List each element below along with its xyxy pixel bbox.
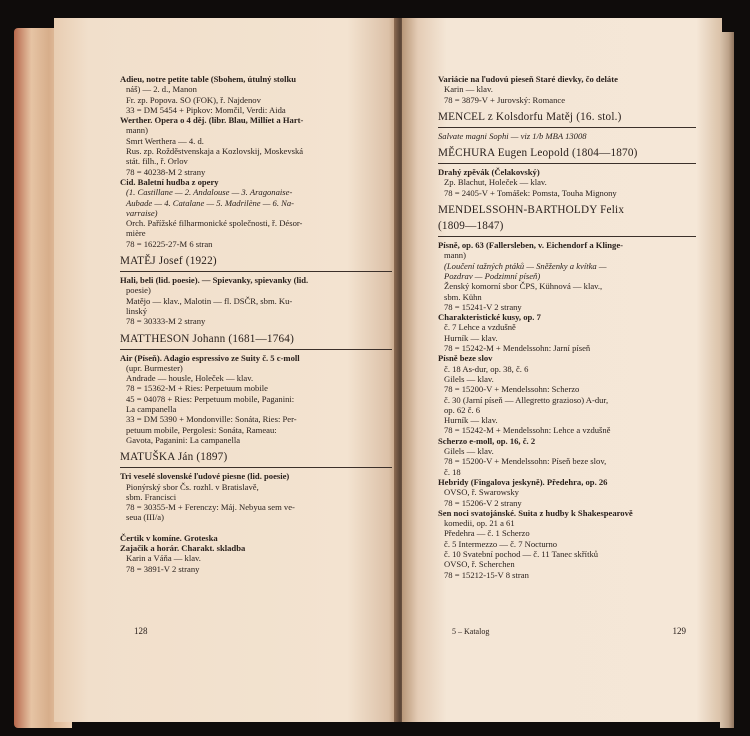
catalog-entry xyxy=(120,115,392,177)
entry-detail-line: Gilels — klav. xyxy=(444,446,494,457)
entry-detail-line: 33 = DM 5390 + Mondonville: Sonáta, Ries: Per- xyxy=(126,414,297,425)
entry-detail-line: č. 18 xyxy=(444,466,461,477)
heading-rule xyxy=(120,271,392,272)
entry-detail-line: komedii, op. 21 a 61 xyxy=(444,518,515,529)
entry-detail-line: 78 = 15200-V + Mendelssohn: Píseň beze slov, xyxy=(444,456,607,467)
heading-rule xyxy=(438,163,696,164)
entry-detail-line: mann) xyxy=(126,125,148,136)
entry-detail-line: Hurník — klav. xyxy=(444,332,498,343)
catalog-entry xyxy=(438,131,696,141)
catalog-entry xyxy=(438,240,696,312)
spacer xyxy=(120,523,392,533)
entry-detail-line: Hurník — klav. xyxy=(444,415,498,426)
entry-detail-line: sbm. Kühn xyxy=(444,291,482,302)
entry-detail-line: Karin — klav. xyxy=(444,84,493,95)
composer-heading: MATUŠKA Ján (1897) xyxy=(120,451,228,464)
composer-heading: MATĚJ Josef (1922) xyxy=(120,255,217,268)
entry-detail-line: 78 = 15362-M + Ries: Perpetuum mobile xyxy=(126,383,268,394)
heading-rule xyxy=(120,467,392,468)
right-page xyxy=(402,18,722,722)
entry-detail-line: stát. filh., ř. Orlov xyxy=(126,156,188,167)
entry-detail-line: (1. Castillane — 2. Andalouse — 3. Aragonaise- xyxy=(126,187,293,198)
entry-detail-line: 78 = 40238-M 2 strany xyxy=(126,166,206,177)
entry-detail-line: (upr. Burmester) xyxy=(126,362,183,373)
entry-title: Drahý zpěvák (Čelakovský) xyxy=(438,167,540,178)
entry-title: Písně, op. 63 (Fallersleben, v. Eichendorf a Klinge- xyxy=(438,240,624,251)
entry-detail-line: Aubade — 4. Catalane — 5. Madrilène — 6. Na- xyxy=(126,197,295,208)
entry-detail-line: Zp. Blachut, Holeček — klav. xyxy=(444,177,547,188)
catalog-entry xyxy=(438,167,696,198)
entry-detail-line: Gilels — klav. xyxy=(444,373,494,384)
right-page-number: 129 xyxy=(672,626,686,636)
entry-detail-line: 78 = 2405-V + Tomášek: Pomsta, Touha Mignony xyxy=(444,187,617,198)
entry-detail-line: Orch. Pařížské filharmonické společnosti, ř. Désor- xyxy=(126,218,303,229)
right-page-text xyxy=(438,74,696,580)
entry-title: Hali, beli (lid. poesie). — Spievanky, spievanky (lid. xyxy=(120,275,309,286)
entry-detail-line: OVSO, ř. Scherchen xyxy=(444,559,515,570)
entry-detail-line: 78 = 15200-V + Mendelssohn: Scherzo xyxy=(444,384,580,395)
catalog-entry xyxy=(120,471,392,522)
entry-detail-line: 78 = 30355-M + Ferenczy: Máj. Nebyua sem ve- xyxy=(126,502,295,513)
entry-title: Sen noci svatojánské. Suita z hudby k Shakespearově xyxy=(438,507,633,518)
entry-detail-line: č. 30 (Jarní píseň — Allegretto grazioso) A-dur, xyxy=(444,394,609,405)
catalog-entry xyxy=(438,477,696,508)
heading-rule xyxy=(120,349,392,350)
entry-title: Air (Píseň). Adagio espressivo ze Suity č. 5 c-moll xyxy=(120,352,300,363)
entry-detail-line: č. 10 Svatební pochod — č. 11 Tanec skřítků xyxy=(444,548,599,559)
entry-detail-line: 78 = 3891-V 2 strany xyxy=(126,563,200,574)
entry-title: Salvate magni Sophi — viz 1/b MBA 13008 xyxy=(438,130,587,141)
entry-detail-line: č. 7 Lehce a vzdušně xyxy=(444,322,516,333)
entry-detail-line: 78 = 16225-27-M 6 stran xyxy=(126,238,213,249)
entry-title: Variácie na ľudovú pieseň Staré dievky, čo deláte xyxy=(438,74,618,84)
catalog-entry xyxy=(120,543,392,574)
entry-detail-line: OVSO, ř. Swarowsky xyxy=(444,487,519,498)
entry-detail-line: 78 = 15242-M + Mendelssohn: Lehce a vzdušně xyxy=(444,425,611,436)
catalog-entry xyxy=(120,533,392,543)
catalog-entry xyxy=(438,74,696,105)
entry-detail-line: sbm. Francisci xyxy=(126,491,177,502)
entry-detail-line: Andrade — housle, Holeček — klav. xyxy=(126,373,254,384)
catalog-entry xyxy=(120,353,392,446)
entry-detail-line: 78 = 15212-15-V 8 stran xyxy=(444,569,529,580)
entry-title: Scherzo e-moll, op. 16, č. 2 xyxy=(438,435,536,446)
entry-detail-line: varraise) xyxy=(126,207,158,218)
left-page-number: 128 xyxy=(134,626,148,636)
composer-heading: MENCEL z Kolsdorfu Matěj (16. stol.) xyxy=(438,110,622,123)
entry-title: Písně beze slov xyxy=(438,353,493,364)
catalog-entry xyxy=(438,312,696,353)
entry-detail-line: linský xyxy=(126,305,148,316)
entry-detail-line: 45 = 04078 + Ries: Perpetuum mobile, Paganini: xyxy=(126,393,295,404)
entry-detail-line: seua (III/a) xyxy=(126,512,164,523)
entry-detail-line: Smrt Werthera — 4. d. xyxy=(126,135,204,146)
catalog-entry xyxy=(438,353,696,435)
heading-rule xyxy=(438,236,696,237)
entry-detail-line: Pozdrav — Podzimní píseň) xyxy=(444,270,541,281)
entry-detail-line: 78 = 3879-V + Jurovský: Romance xyxy=(444,94,566,105)
entry-title: Werther. Opera o 4 děj. (libr. Blau, Millíet a Hart- xyxy=(120,115,304,126)
catalog-entry xyxy=(120,177,392,249)
entry-detail-line: náš) — 2. d., Manon xyxy=(126,84,197,95)
entry-detail-line: č. 18 As-dur, op. 38, č. 6 xyxy=(444,363,529,374)
entry-detail-line: petuum mobile, Pergolesi: Sonáta, Rameau: xyxy=(126,424,277,435)
open-book xyxy=(14,18,738,730)
entry-detail-line: Ženský komorní sbor ČPS, Kühnová — klav., xyxy=(444,281,603,292)
composer-heading: MĚCHURA Eugen Leopold (1804—1870) xyxy=(438,147,638,160)
entry-detail-line: Pionýrský sbor Čs. rozhl. v Bratislavě, xyxy=(126,481,259,492)
entry-detail-line: Matějo — klav., Malotin — fl. DSČR, sbm. Ku- xyxy=(126,295,293,306)
entry-detail-line: č. 5 Intermezzo — č. 7 Nocturno xyxy=(444,538,558,549)
catalog-entry xyxy=(438,508,696,580)
entry-detail-line: Fr. zp. Popova. SO (FOK), ř. Najdenov xyxy=(126,94,261,105)
entry-detail-line: 78 = 15206-V 2 strany xyxy=(444,497,522,508)
entry-detail-line: 78 = 15241-V 2 strany xyxy=(444,301,522,312)
entry-title: Cid. Baletní hudba z opery xyxy=(120,176,219,187)
entry-detail-line: La campanella xyxy=(126,404,177,415)
page-edges-right xyxy=(720,32,734,728)
entry-detail-line: op. 62 č. 6 xyxy=(444,404,481,415)
entry-detail-line: mann) xyxy=(444,250,466,261)
left-page-text xyxy=(120,74,392,574)
composer-heading: (1809—1847) xyxy=(438,220,504,233)
entry-detail-line: Rus. zp. Rožděstvenskaja a Kozlovskij, Moskevská xyxy=(126,146,304,157)
entry-title: Charakteristické kusy, op. 7 xyxy=(438,312,541,323)
entry-title: Zajačik a horár. Charakt. skladba xyxy=(120,542,246,553)
entry-detail-line: (Loučení tažných ptáků — Sněženky a kvítka — xyxy=(444,260,607,271)
composer-heading: MENDELSSOHN-BARTHOLDY Felix xyxy=(438,204,625,217)
entry-detail-line: mière xyxy=(126,228,146,239)
signature-mark: 5 – Katalog xyxy=(452,627,490,636)
composer-heading: MATTHESON Johann (1681—1764) xyxy=(120,332,295,345)
catalog-entry xyxy=(120,74,392,115)
entry-detail-line: Gavota, Paganini: La campanella xyxy=(126,434,241,445)
left-page xyxy=(54,18,399,722)
entry-title: Tri veselé slovenské ľudové piesne (lid. poesie) xyxy=(120,471,290,482)
entry-detail-line: poesie) xyxy=(126,285,151,296)
catalog-entry xyxy=(438,436,696,477)
entry-detail-line: 33 = DM 5454 + Pipkov: Momčil, Verdi: Aida xyxy=(126,104,286,115)
heading-rule xyxy=(438,127,696,128)
entry-detail-line: 78 = 30333-M 2 strany xyxy=(126,316,206,327)
catalog-entry xyxy=(120,275,392,326)
entry-title: Adieu, notre petite table (Sbohem, útulný stolku xyxy=(120,74,297,84)
entry-detail-line: 78 = 15242-M + Mendelssohn: Jarní píseň xyxy=(444,343,591,354)
entry-title: Hebridy (Fingalova jeskyně). Předehra, op. 26 xyxy=(438,476,608,487)
entry-title: Čertik v komíne. Groteska xyxy=(120,532,218,543)
entry-detail-line: Karin a Váňa — klav. xyxy=(126,553,201,564)
entry-detail-line: Předehra — č. 1 Scherzo xyxy=(444,528,530,539)
